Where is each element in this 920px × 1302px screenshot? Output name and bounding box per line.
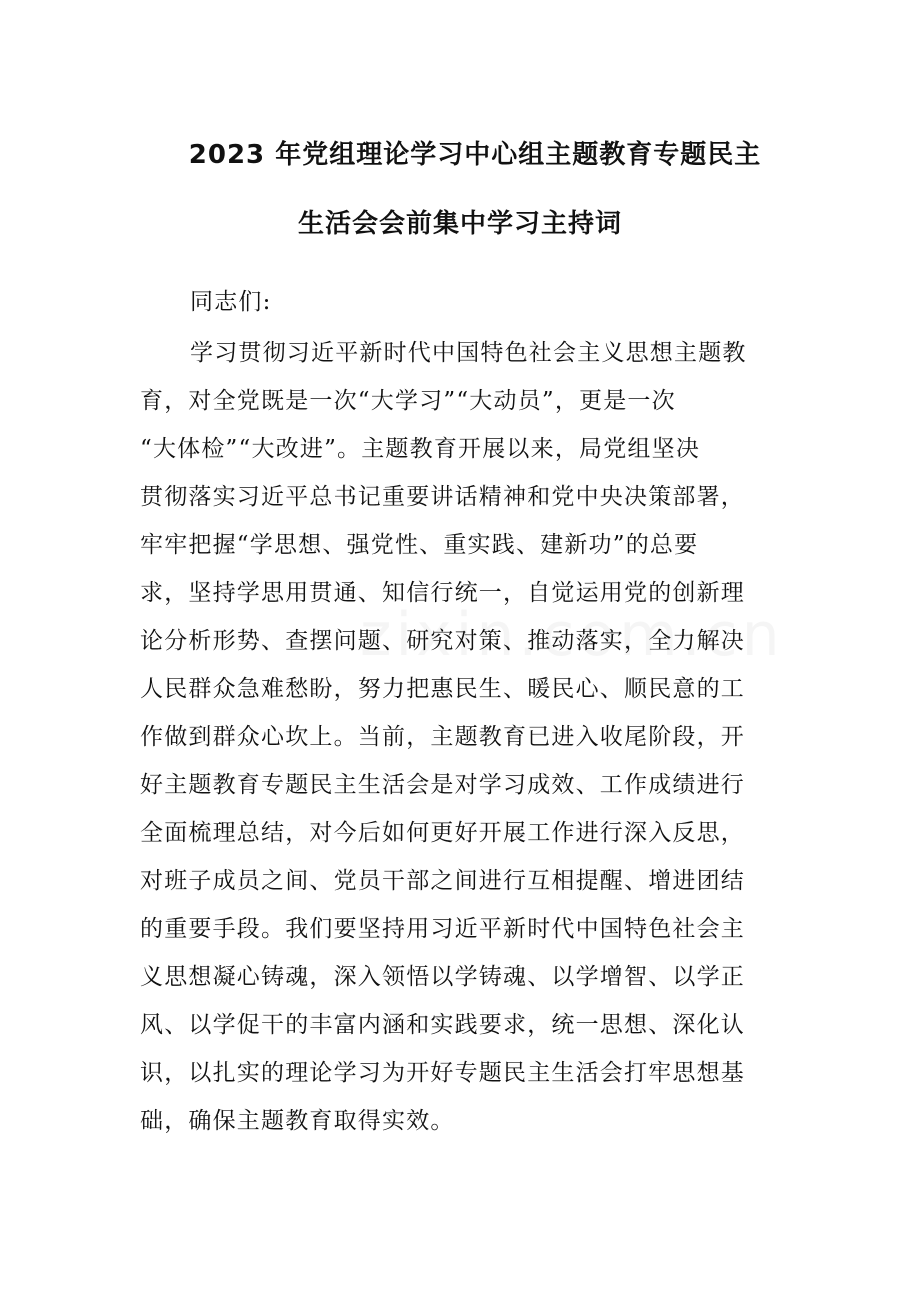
- paragraph-line-2: 育，对全党既是一次“大学习”“大动员”，更是一次: [140, 388, 676, 414]
- paragraph-line-10: 好主题教育专题民主生活会是对学习成效、工作成绩进行: [140, 772, 745, 798]
- paragraph-line-17: 础，确保主题教育取得实效。: [140, 1108, 455, 1134]
- paragraph-line-6: 求，坚持学思用贯通、知信行统一，自觉运用党的创新理: [140, 580, 745, 606]
- paragraph-line-12: 对班子成员之间、党员干部之间进行互相提醒、增进团结: [140, 868, 745, 894]
- paragraph-line-16: 识，以扎实的理论学习为开好专题民主生活会打牢思想基: [140, 1060, 745, 1086]
- greeting: 同志们:: [190, 289, 272, 315]
- paragraph-line-9: 作做到群众心坎上。当前，主题教育已进入收尾阶段，开: [140, 724, 745, 750]
- paragraph-line-15: 风、以学促干的丰富内涵和实践要求，统一思想、深化认: [140, 1012, 745, 1038]
- document-title-line-2: 生活会会前集中学习主持词: [297, 209, 622, 239]
- paragraph-line-5: 牢牢把握“学思想、强党性、重实践、建新功”的总要: [140, 532, 699, 558]
- paragraph-line-13: 的重要手段。我们要坚持用习近平新时代中国特色社会主: [140, 916, 745, 942]
- paragraph-line-14: 义思想凝心铸魂，深入领悟以学铸魂、以学增智、以学正: [140, 964, 745, 990]
- document-title-line-1: 2023 年党组理论学习中心组主题教育专题民主: [188, 140, 762, 170]
- paragraph-line-8: 人民群众急难愁盼，努力把惠民生、暖民心、顺民意的工: [140, 676, 745, 702]
- paragraph-line-1: 学习贯彻习近平新时代中国特色社会主义思想主题教: [190, 340, 747, 366]
- paragraph-line-3: “大体检”“大改进”。主题教育开展以来，局党组坚决: [140, 436, 701, 462]
- paragraph-line-11: 全面梳理总结，对今后如何更好开展工作进行深入反思，: [140, 820, 745, 846]
- paragraph-line-7: 论分析形势、查摆问题、研究对策、推动落实，全力解决: [140, 628, 745, 654]
- paragraph-line-4: 贯彻落实习近平总书记重要讲话精神和党中央决策部署，: [140, 484, 745, 510]
